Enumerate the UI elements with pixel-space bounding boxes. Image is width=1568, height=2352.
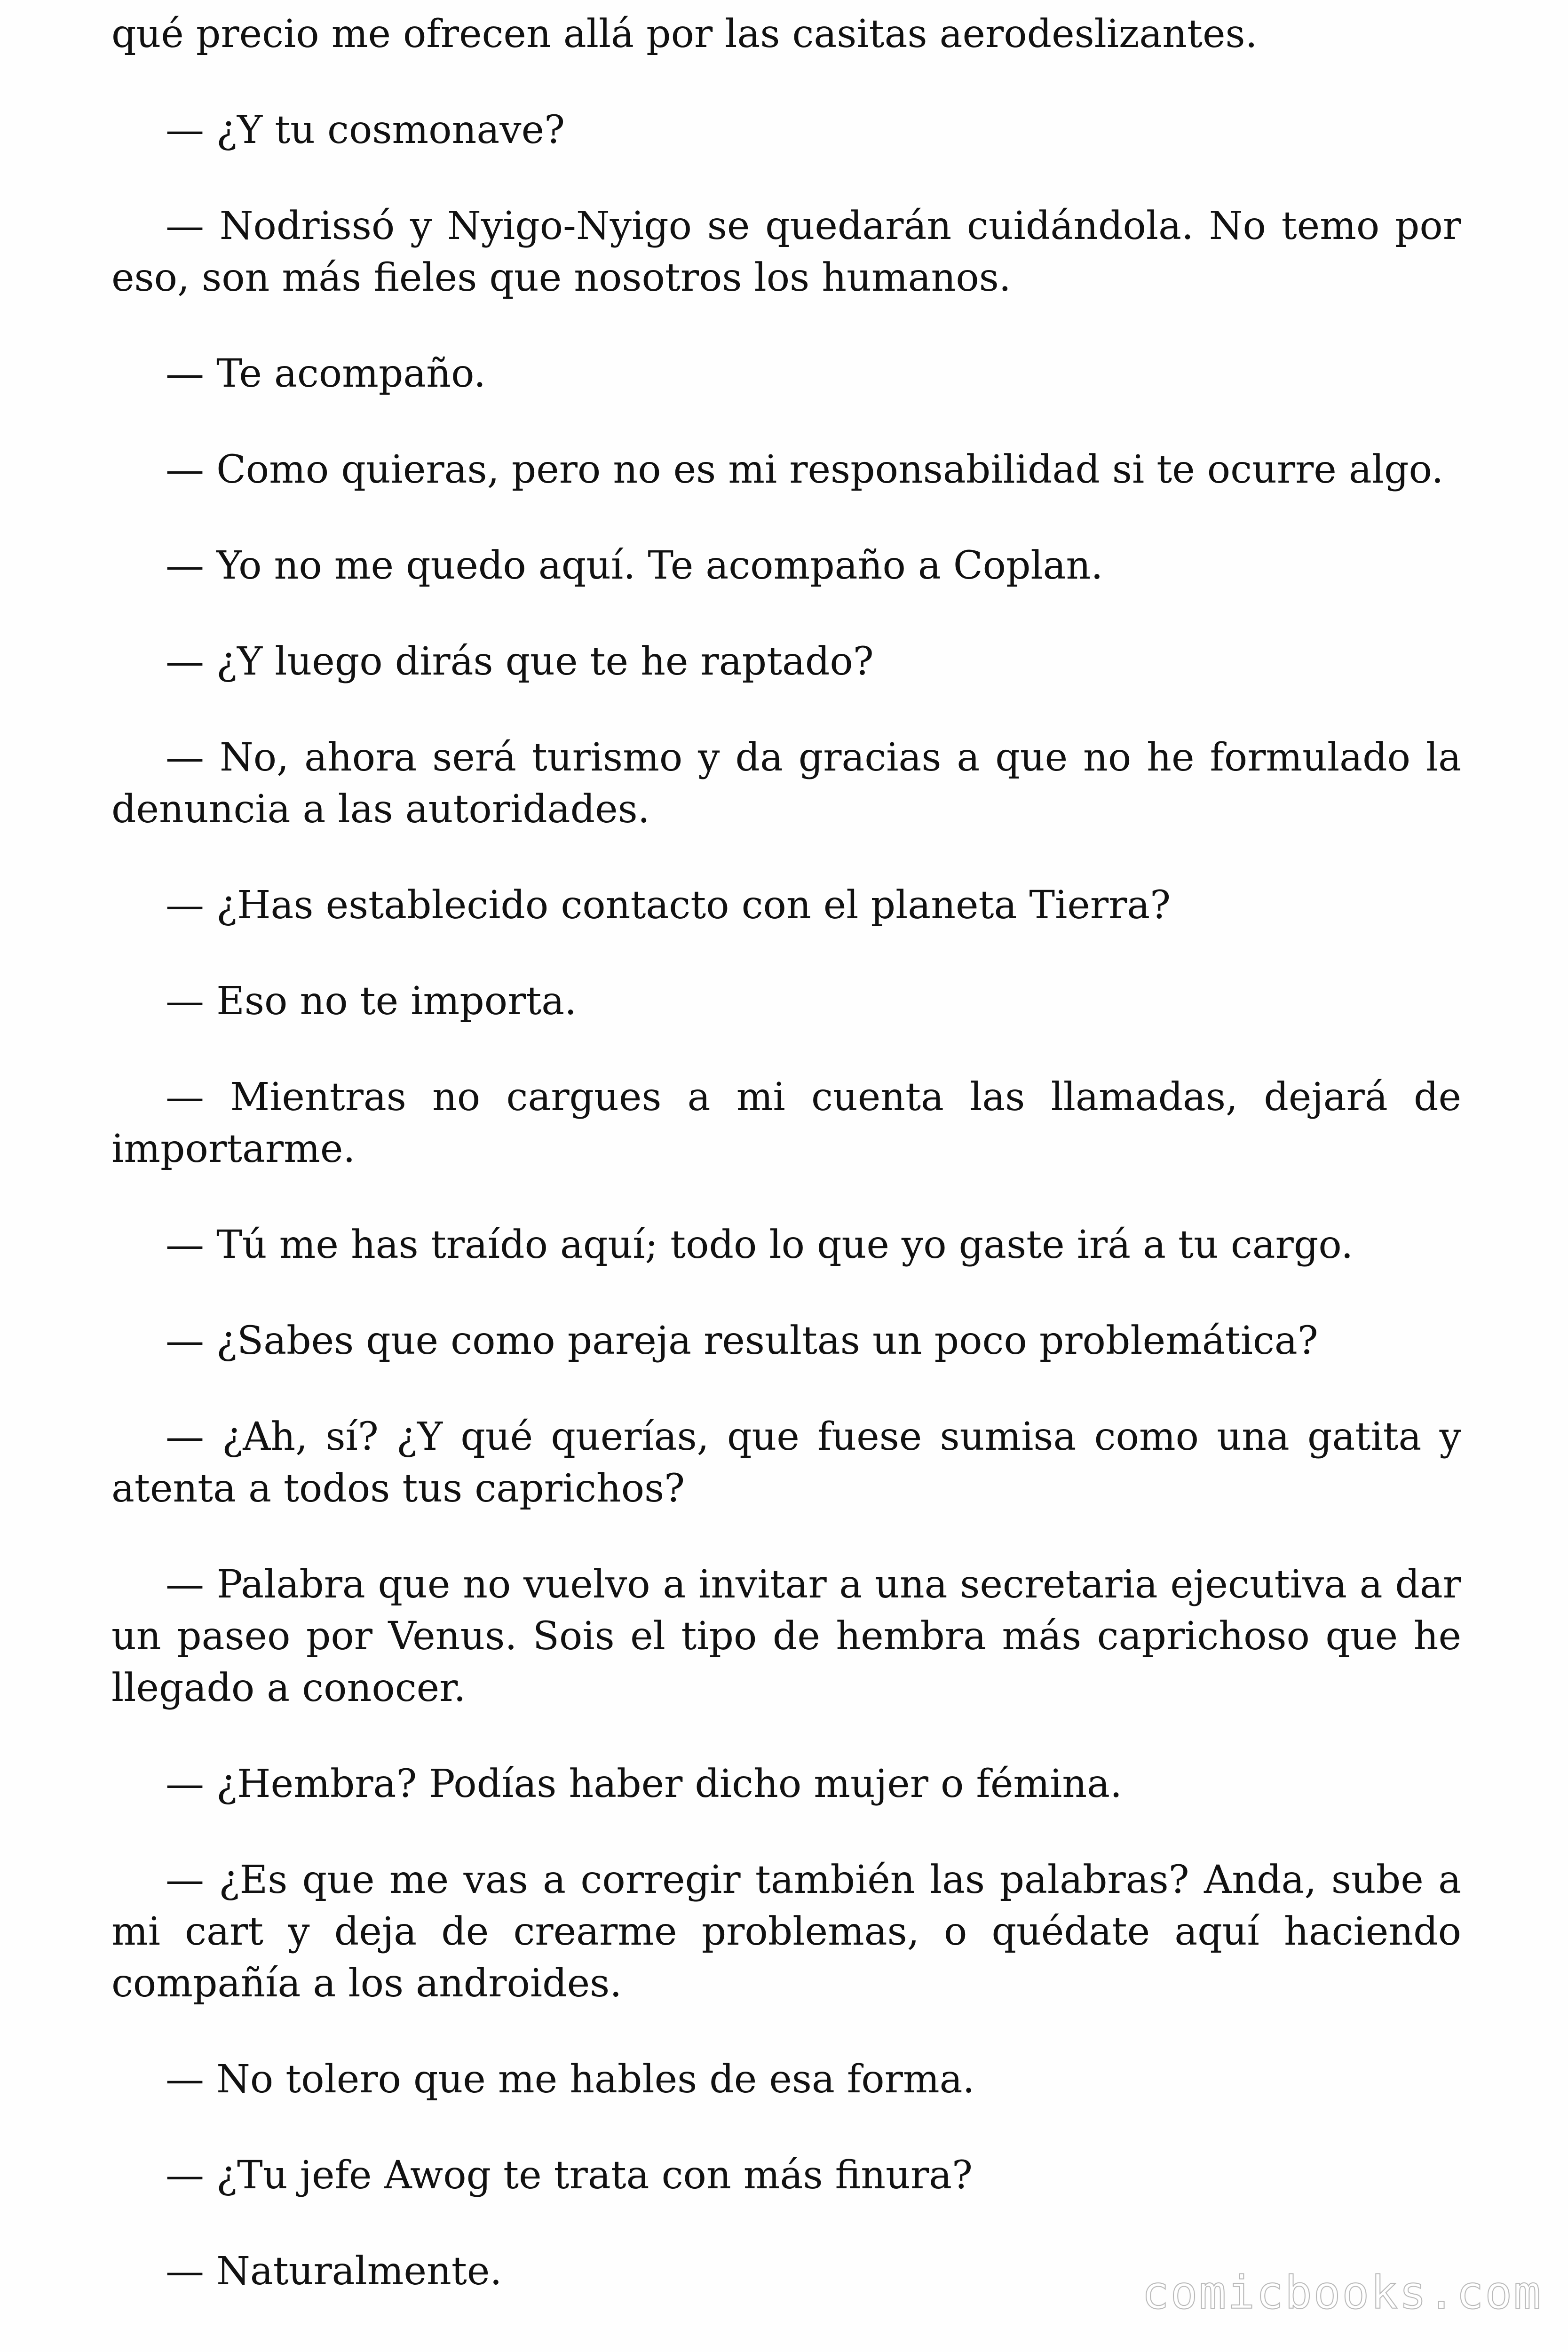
paragraph: — ¿Es que me vas a corregir también las palabras? Anda, sube a mi cart y deja de crearme problemas, o quédate aquí haciendo compañía a los androides.	[111, 1858, 1461, 2006]
paragraph: — Mientras no cargues a mi cuenta las llamadas, dejará de importarme.	[111, 1075, 1461, 1171]
paragraph: — Yo no me quedo aquí. Te acompaño a Coplan.	[166, 543, 1103, 588]
paragraph: — Palabra que no vuelvo a invitar a una secretaria ejecutiva a dar un paseo por Venus. Sois el tipo de hembra más caprichoso que he llegado a conocer.	[111, 1562, 1461, 1710]
paragraph: — Tú me has traído aquí; todo lo que yo gaste irá a tu cargo.	[166, 1223, 1354, 1267]
watermark: comicbooks.com	[1141, 2266, 1542, 2319]
paragraph: — Nodrissó y Nyigo-Nyigo se quedarán cuidándola. No temo por eso, son más fieles que nosotros los humanos.	[111, 204, 1461, 300]
paragraph: — Te acompaño.	[166, 351, 486, 396]
paragraph: — ¿Has establecido contacto con el planeta Tierra?	[166, 883, 1171, 928]
paragraph: — Naturalmente.	[166, 2249, 502, 2294]
paragraph: — ¿Y luego dirás que te he raptado?	[166, 639, 874, 684]
page-body	[111, 8, 1461, 2342]
paragraph: — ¿Y tu cosmonave?	[166, 108, 565, 152]
paragraph: — Como quieras, pero no es mi responsabilidad si te ocurre algo.	[166, 447, 1444, 492]
paragraph: — No tolero que me hables de esa forma.	[166, 2057, 975, 2102]
paragraph: — Eso no te importa.	[166, 979, 577, 1024]
paragraph: — ¿Hembra? Podías haber dicho mujer o fémina.	[166, 1762, 1123, 1806]
paragraph: — ¿Ah, sí? ¿Y qué querías, que fuese sumisa como una gatita y atenta a todos tus caprichos?	[111, 1414, 1461, 1511]
paragraph: — No, ahora será turismo y da gracias a que no he formulado la denuncia a las autoridades.	[111, 735, 1461, 832]
paragraph: qué precio me ofrecen allá por las casitas aerodeslizantes.	[111, 12, 1258, 56]
paragraph: — ¿Tu jefe Awog te trata con más finura?	[166, 2153, 973, 2198]
paragraph: — ¿Sabes que como pareja resultas un poco problemática?	[166, 1319, 1318, 1363]
